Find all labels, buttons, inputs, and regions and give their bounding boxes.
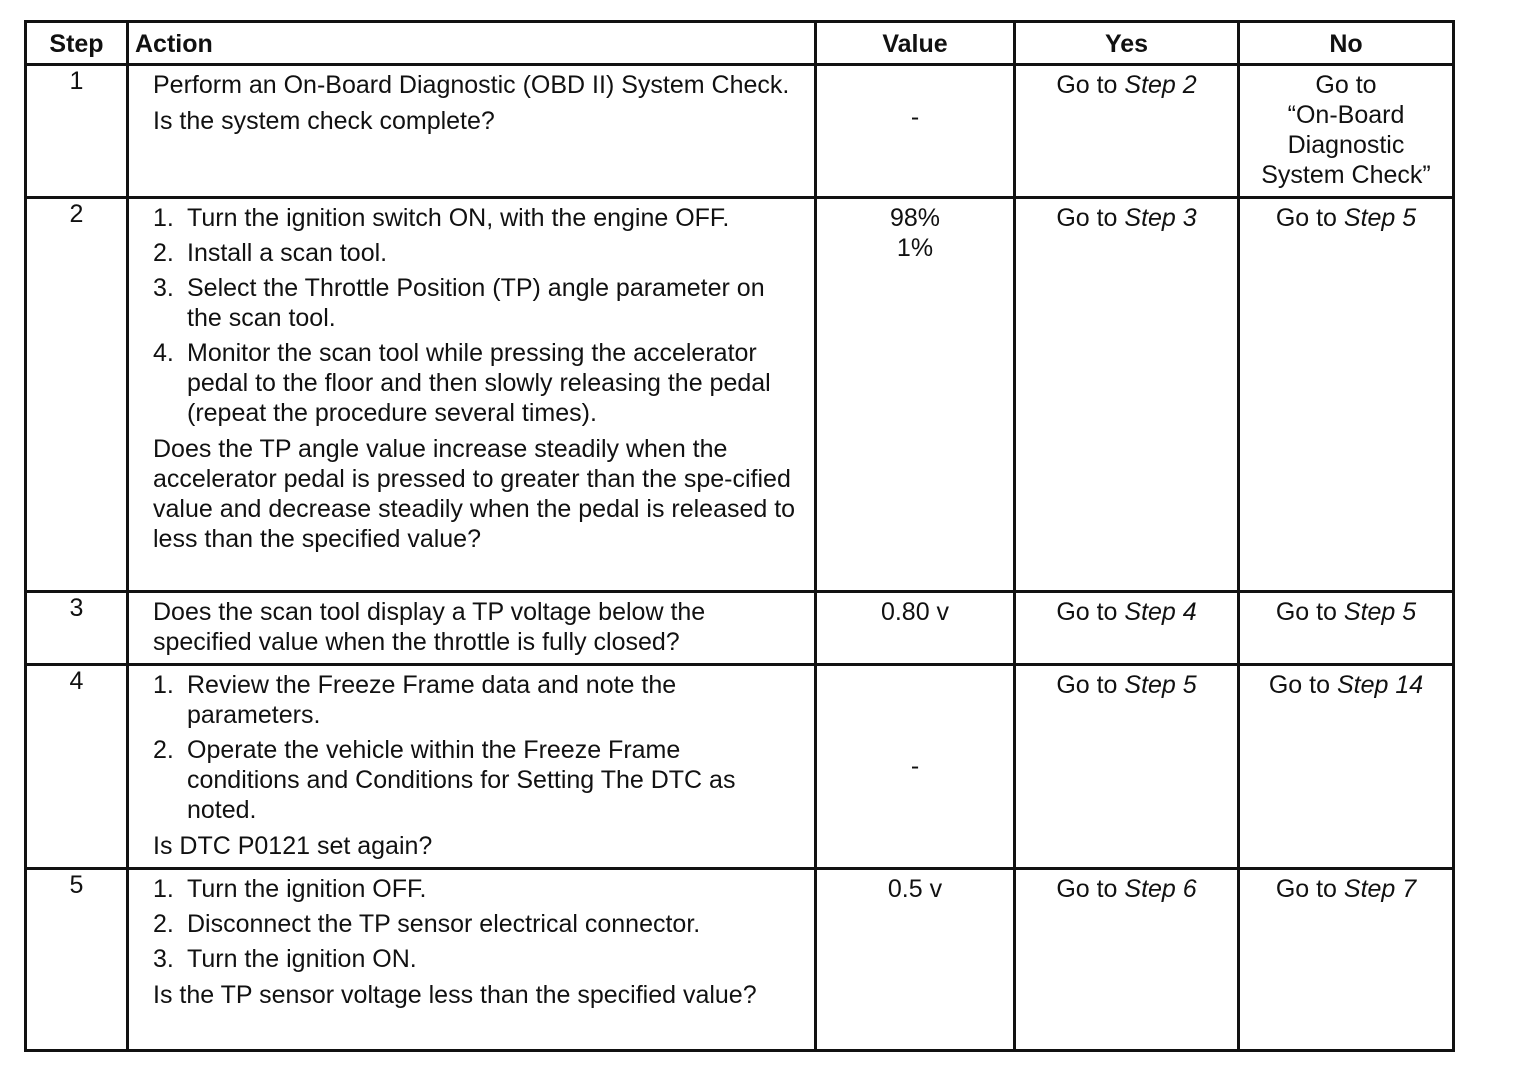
step-number: 4 bbox=[26, 665, 128, 869]
item-text: Install a scan tool. bbox=[187, 239, 388, 267]
instruction-list bbox=[153, 203, 798, 428]
action-cell bbox=[128, 592, 816, 665]
value-cell: 0.80 v bbox=[816, 592, 1015, 665]
goto-step-link: Step 5 bbox=[1124, 671, 1197, 699]
item-number: 1. bbox=[153, 671, 174, 699]
item-text: Select the Throttle Position (TP) angle parameter on the scan tool. bbox=[187, 274, 765, 332]
item-text: Review the Freeze Frame data and note the parameters. bbox=[187, 671, 677, 729]
table-row bbox=[26, 198, 1454, 592]
action-question: Is the system check complete? bbox=[153, 107, 495, 135]
no-line: System Check” bbox=[1261, 161, 1431, 189]
item-number: 2. bbox=[153, 736, 174, 764]
goto-step-link: Step 4 bbox=[1124, 598, 1197, 626]
yes-cell bbox=[1015, 869, 1239, 1051]
item-number: 1. bbox=[153, 204, 174, 232]
no-line: “On-Board bbox=[1287, 101, 1405, 129]
goto-prefix: Go to bbox=[1056, 71, 1125, 99]
goto-step-link: Step 3 bbox=[1124, 204, 1197, 232]
item-text: Turn the ignition ON. bbox=[187, 945, 417, 973]
yes-cell bbox=[1015, 65, 1239, 198]
value-cell: - bbox=[816, 65, 1015, 198]
list-item bbox=[153, 238, 798, 268]
action-cell bbox=[128, 65, 816, 198]
value-cell: - bbox=[816, 665, 1015, 869]
header-step: Step bbox=[26, 22, 128, 65]
goto-prefix: Go to bbox=[1056, 204, 1125, 232]
item-text: Turn the ignition OFF. bbox=[187, 875, 427, 903]
list-item bbox=[153, 874, 798, 904]
item-number: 3. bbox=[153, 945, 174, 973]
step-number: 2 bbox=[26, 198, 128, 592]
yes-cell bbox=[1015, 198, 1239, 592]
action-question: Does the scan tool display a TP voltage below the specified value when the throttle is fully closed? bbox=[153, 598, 706, 656]
goto-prefix: Go to bbox=[1275, 204, 1344, 232]
value-line: 98% bbox=[889, 204, 941, 232]
header-row bbox=[26, 22, 1454, 65]
item-number: 4. bbox=[153, 339, 174, 367]
no-cell bbox=[1239, 665, 1454, 869]
goto-step-link: Step 14 bbox=[1336, 671, 1424, 699]
table-row bbox=[26, 869, 1454, 1051]
no-cell bbox=[1239, 869, 1454, 1051]
goto-prefix: Go to bbox=[1056, 598, 1125, 626]
item-number: 2. bbox=[153, 910, 174, 938]
value-cell bbox=[816, 198, 1015, 592]
item-number: 1. bbox=[153, 875, 174, 903]
action-cell bbox=[128, 869, 816, 1051]
table-row bbox=[26, 592, 1454, 665]
goto-step-link: Step 7 bbox=[1343, 875, 1417, 903]
list-item bbox=[153, 273, 798, 333]
goto-prefix: Go to bbox=[1275, 598, 1344, 626]
header-no: No bbox=[1239, 22, 1454, 65]
action-question: Is DTC P0121 set again? bbox=[153, 832, 433, 860]
list-item bbox=[153, 203, 798, 233]
item-text: Disconnect the TP sensor electrical connector. bbox=[187, 910, 701, 938]
instruction-list bbox=[153, 874, 798, 974]
no-line: Go to bbox=[1315, 71, 1377, 99]
list-item bbox=[153, 944, 798, 974]
no-cell bbox=[1239, 592, 1454, 665]
yes-cell bbox=[1015, 592, 1239, 665]
list-item bbox=[153, 338, 798, 428]
header-action: Action bbox=[128, 22, 816, 65]
item-text: Monitor the scan tool while pressing the accelerator pedal to the floor and then slowly releasing the pedal (repeat the procedure several times). bbox=[187, 339, 771, 427]
item-text: Operate the vehicle within the Freeze Frame conditions and Conditions for Setting The DTC as noted. bbox=[187, 736, 736, 824]
item-number: 3. bbox=[153, 274, 174, 302]
list-item bbox=[153, 670, 798, 730]
diagnostic-table bbox=[24, 20, 1455, 1052]
goto-prefix: Go to bbox=[1056, 671, 1125, 699]
goto-step-link: Step 6 bbox=[1124, 875, 1197, 903]
list-item bbox=[153, 735, 798, 825]
value-cell: 0.5 v bbox=[816, 869, 1015, 1051]
goto-step-link: Step 5 bbox=[1343, 204, 1417, 232]
action-cell bbox=[128, 198, 816, 592]
step-number: 3 bbox=[26, 592, 128, 665]
no-line: Diagnostic bbox=[1287, 131, 1405, 159]
step-number: 1 bbox=[26, 65, 128, 198]
step-number: 5 bbox=[26, 869, 128, 1051]
goto-prefix: Go to bbox=[1268, 671, 1337, 699]
header-value: Value bbox=[816, 22, 1015, 65]
action-question: Does the TP angle value increase steadily when the accelerator pedal is pressed to greater than the spe-cified value and decrease steadily when the pedal is released to less than the specified value? bbox=[153, 435, 796, 553]
table-row bbox=[26, 665, 1454, 869]
no-cell bbox=[1239, 198, 1454, 592]
table-row bbox=[26, 65, 1454, 198]
item-number: 2. bbox=[153, 239, 174, 267]
no-cell bbox=[1239, 65, 1454, 198]
goto-prefix: Go to bbox=[1056, 875, 1125, 903]
header-yes: Yes bbox=[1015, 22, 1239, 65]
goto-step-link: Step 5 bbox=[1343, 598, 1417, 626]
yes-cell bbox=[1015, 665, 1239, 869]
goto-step-link: Step 2 bbox=[1124, 71, 1197, 99]
action-cell bbox=[128, 665, 816, 869]
instruction-list bbox=[153, 670, 798, 825]
item-text: Turn the ignition switch ON, with the engine OFF. bbox=[187, 204, 730, 232]
goto-prefix: Go to bbox=[1275, 875, 1344, 903]
value-line: 1% bbox=[896, 234, 934, 262]
action-text: Perform an On-Board Diagnostic (OBD II) System Check. bbox=[153, 71, 790, 99]
action-question: Is the TP sensor voltage less than the specified value? bbox=[153, 981, 757, 1009]
list-item bbox=[153, 909, 798, 939]
